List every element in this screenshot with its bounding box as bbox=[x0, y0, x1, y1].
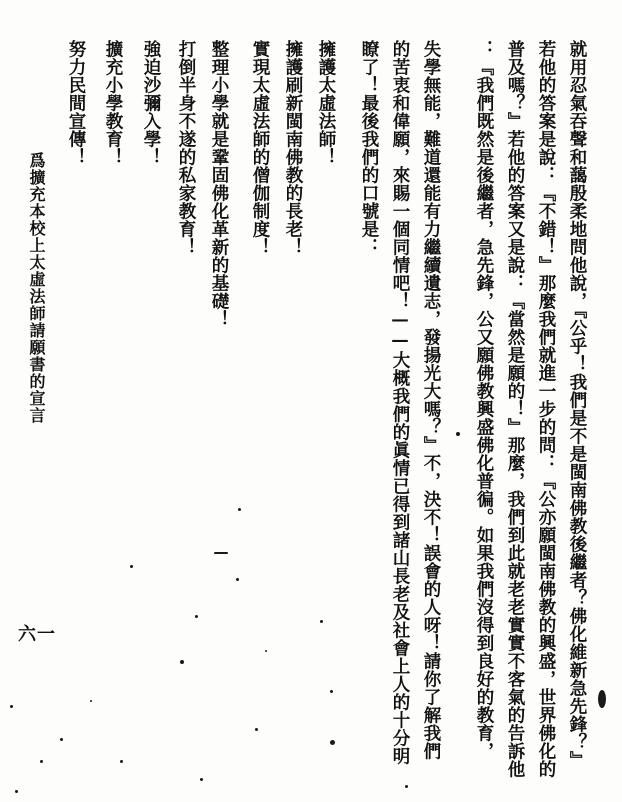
scan-speck bbox=[236, 578, 239, 581]
scan-speck bbox=[60, 738, 63, 741]
scan-speck bbox=[265, 650, 267, 652]
scan-speck bbox=[214, 552, 228, 554]
slogan-5: 打倒半身不遂的私家教育！ bbox=[176, 40, 196, 256]
scan-speck bbox=[255, 728, 258, 731]
scan-speck bbox=[120, 760, 123, 763]
text-column-3: 普及嗎？』若他的答案又是說：『當然是願的！』那麼，我們到此就老老實實不客氣的告訴他 bbox=[505, 40, 525, 778]
text-column-5: 失學無能，難道還能有力繼續遺志，發揚光大嗎？』不，決不！誤會的人呀！請你了解我們 bbox=[421, 40, 441, 760]
scan-speck bbox=[200, 778, 203, 781]
slogan-1: 擁護太虛法師！ bbox=[316, 40, 336, 166]
scan-speck bbox=[330, 740, 335, 745]
scan-speck bbox=[330, 690, 333, 693]
page-number: 六一 bbox=[18, 624, 56, 645]
text-column-1: 就用忍氣吞聲和藹殷柔地問他說，『公乎！我們是不是閩南佛教後繼者？佛化維新急先鋒？』 bbox=[567, 40, 587, 770]
slogan-8: 努力民間宣傳！ bbox=[66, 40, 86, 166]
text-column-6: 的苦衷和偉願，來賜一個同情吧！——大概我們的眞情已得到諸山長老及社會上人的十分明 bbox=[390, 40, 410, 765]
scan-speck bbox=[40, 760, 43, 763]
scan-speck bbox=[15, 790, 18, 793]
scan-speck bbox=[456, 432, 460, 436]
slogan-3: 實現太虛法師的僧伽制度！ bbox=[250, 40, 270, 256]
scan-speck bbox=[598, 690, 606, 708]
scan-speck bbox=[405, 785, 408, 788]
scan-speck bbox=[238, 508, 241, 511]
scan-speck bbox=[320, 620, 323, 623]
text-column-7: 瞭了！最後我們的口號是： bbox=[359, 40, 379, 256]
scan-speck bbox=[195, 615, 198, 618]
scan-speck bbox=[90, 700, 92, 702]
text-column-4: ：『我們既然是後繼者，急先鋒，公又願佛教興盛佛化普徧。如果我們沒得到良好的教育， bbox=[474, 40, 494, 760]
scan-speck bbox=[130, 565, 133, 568]
slogan-7: 擴充小學教育！ bbox=[103, 40, 123, 166]
text-column-2: 若他的答案是說：『不錯！』那麼我們就進一步的問：『公亦願閩南佛教的興盛，世界佛化的 bbox=[536, 40, 556, 778]
slogan-2: 擁護刷新閩南佛教的長老！ bbox=[283, 40, 303, 256]
scan-speck bbox=[180, 660, 184, 664]
scan-speck bbox=[10, 705, 13, 708]
slogan-6: 強迫沙彌入學！ bbox=[141, 40, 161, 166]
side-title: 爲擴充本校上太虛法師請願書的宣言 bbox=[27, 152, 46, 424]
slogan-4: 整理小學就是鞏固佛化革新的基礎！ bbox=[209, 40, 229, 328]
